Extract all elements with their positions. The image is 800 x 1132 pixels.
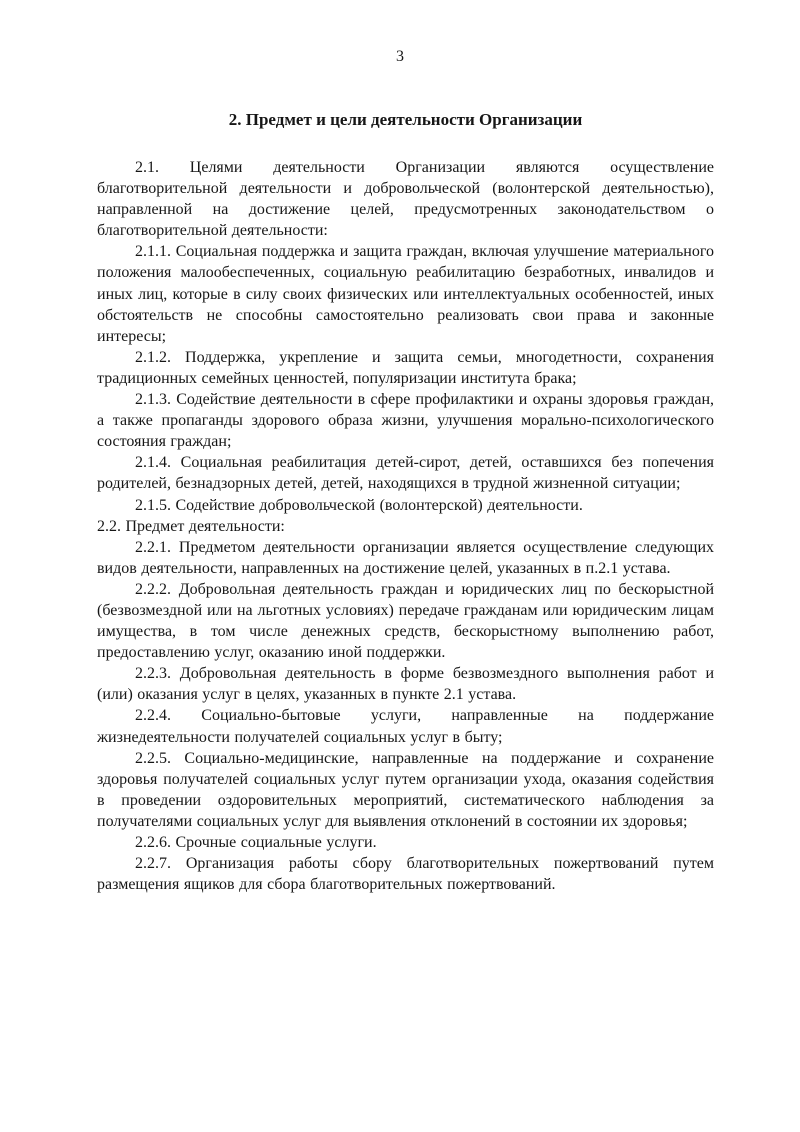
paragraph-2-2-1: 2.2.1. Предметом деятельности организации является осуществление следующих видов деятельности, направленных на достижение целей, указанных в п.2.1 устава. bbox=[97, 538, 714, 577]
paragraph-2-1-2: 2.1.2. Поддержка, укрепление и защита семьи, многодетности, сохранения традиционных семейных ценностей, популяризации института брака; bbox=[97, 348, 714, 387]
section-heading: 2. Предмет и цели деятельности Организации bbox=[228, 110, 583, 129]
page-number: 3 bbox=[396, 48, 404, 65]
paragraph-2-2-4: 2.2.4. Социально-бытовые услуги, направленные на поддержание жизнедеятельности получателей социальных услуг в быту; bbox=[97, 707, 714, 746]
paragraph-2-1: 2.1. Целями деятельности Организации являются осуществление благотворительной деятельности и добровольческой (волонтерской деятельностью), направленной на достижение целей, предусмотренных законодательством о благотворительной деятельности: bbox=[97, 159, 714, 240]
paragraph-2-1-3: 2.1.3. Содействие деятельности в сфере профилактики и охраны здоровья граждан, а также пропаганды здорового образа жизни, улучшения морально-психологического состояния граждан; bbox=[97, 391, 714, 451]
paragraph-2-2-3: 2.2.3. Добровольная деятельность в форме безвозмездного выполнения работ и (или) оказания услуг в целях, указанных в пункте 2.1 устава. bbox=[97, 665, 714, 704]
paragraph-2-1-1: 2.1.1. Социальная поддержка и защита граждан, включая улучшение материального положения малообеспеченных, социальную реабилитацию безработных, инвалидов и иных лиц, которые в силу своих физических или интеллектуальных особенностей, иных обстоятельств не способны самостоятельно реализовать свои права и законные интересы; bbox=[97, 243, 714, 345]
paragraph-2-2-6: 2.2.6. Срочные социальные услуги. bbox=[135, 834, 377, 851]
paragraph-2-2-2: 2.2.2. Добровольная деятельность граждан и юридических лиц по бескорыстной (безвозмездной или на льготных условиях) передаче гражданам или юридическим лицам имущества, в том числе денежных средств, бескорыстному выполнению работ, предоставлению услуг, оказанию иной поддержки. bbox=[97, 580, 714, 662]
page-content bbox=[0, 109, 800, 895]
paragraph-2-2-7: 2.2.7. Организация работы сбору благотворительных пожертвований путем размещения ящиков для сбора благотворительных пожертвований. bbox=[97, 855, 714, 894]
paragraph-2-2-5: 2.2.5. Социально-медицинские, направленные на поддержание и сохранение здоровья получателей социальных услуг путем организации ухода, оказания содействия в проведении оздоровительных мероприятий, систематического наблюдения за получателями социальных услуг для выявления отклонений в состоянии их здоровья; bbox=[97, 749, 714, 830]
paragraph-2-1-5: 2.1.5. Содействие добровольческой (волонтерской) деятельности. bbox=[135, 496, 583, 514]
paragraph-2-2: 2.2. Предмет деятельности: bbox=[97, 517, 285, 535]
paragraph-2-1-4: 2.1.4. Социальная реабилитация детей-сирот, детей, оставшихся без попечения родителей, безнадзорных детей, детей, находящихся в трудной жизненной ситуации; bbox=[97, 454, 714, 493]
document-body bbox=[97, 157, 714, 895]
